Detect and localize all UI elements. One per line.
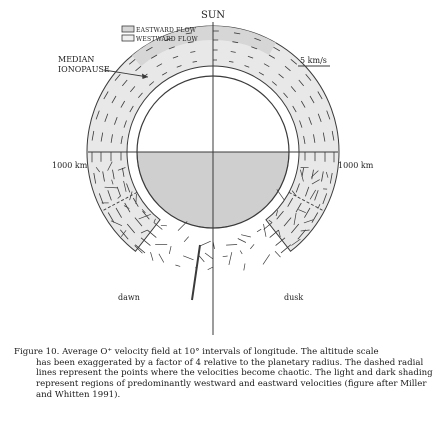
chaotic-vector — [277, 189, 285, 200]
chaotic-vector — [263, 254, 270, 264]
chaotic-vector — [244, 264, 245, 271]
chaotic-vector — [223, 256, 228, 257]
chaotic-vector — [229, 252, 232, 265]
chaotic-vector — [136, 194, 137, 204]
right-distance-label: 1000 km — [338, 161, 374, 170]
caption-lead: Figure 10. Average O⁺ velocity field at 10° intervals of longitude. The altitude scale — [14, 347, 379, 357]
chaotic-vector — [159, 254, 164, 263]
chaotic-vector — [184, 237, 189, 242]
legend-swatch-eastward — [122, 26, 134, 32]
chaotic-vector — [241, 235, 251, 237]
chaotic-vector — [250, 244, 254, 249]
scale-label: 5 km/s — [300, 56, 327, 65]
chaotic-vector — [175, 265, 180, 266]
left-distance-label: 1000 km — [52, 161, 88, 170]
chaotic-vector — [275, 251, 281, 257]
wake-line — [192, 245, 200, 300]
median-label: MEDIAN — [58, 55, 95, 64]
chaotic-vector — [257, 229, 261, 232]
caption-body: has been exaggerated by a factor of 4 relative to the planetary radius. The dashed radial lines represent the points where the velocities become chaotic. The light and dark shading represent regions of predominantly westward and eastward velocities (figure after Miller and Whitten 1991). — [36, 357, 433, 400]
chaotic-vector — [208, 267, 213, 270]
chaotic-vector — [238, 239, 246, 243]
chaotic-vector — [178, 221, 187, 230]
ionopause-label: IONOPAUSE — [58, 65, 110, 74]
legend-label-westward: WESTWARD FLOW — [136, 36, 198, 43]
chaotic-vector — [226, 245, 237, 246]
chaotic-vector — [205, 253, 213, 259]
chaotic-vector — [169, 246, 171, 254]
legend-swatch-westward — [122, 35, 134, 41]
chaotic-vector — [264, 224, 267, 237]
chaotic-vector — [240, 251, 242, 254]
chaotic-vector — [151, 252, 154, 261]
dusk-label: dusk — [284, 293, 304, 302]
chaotic-vector — [161, 225, 167, 226]
legend-label-eastward: EASTWARD FLOW — [136, 27, 197, 34]
dawn-label: dawn — [118, 293, 140, 302]
chaotic-vector — [183, 256, 193, 260]
sun-label: SUN — [200, 10, 226, 21]
figure-caption — [14, 347, 434, 401]
chaotic-vector — [200, 241, 211, 246]
